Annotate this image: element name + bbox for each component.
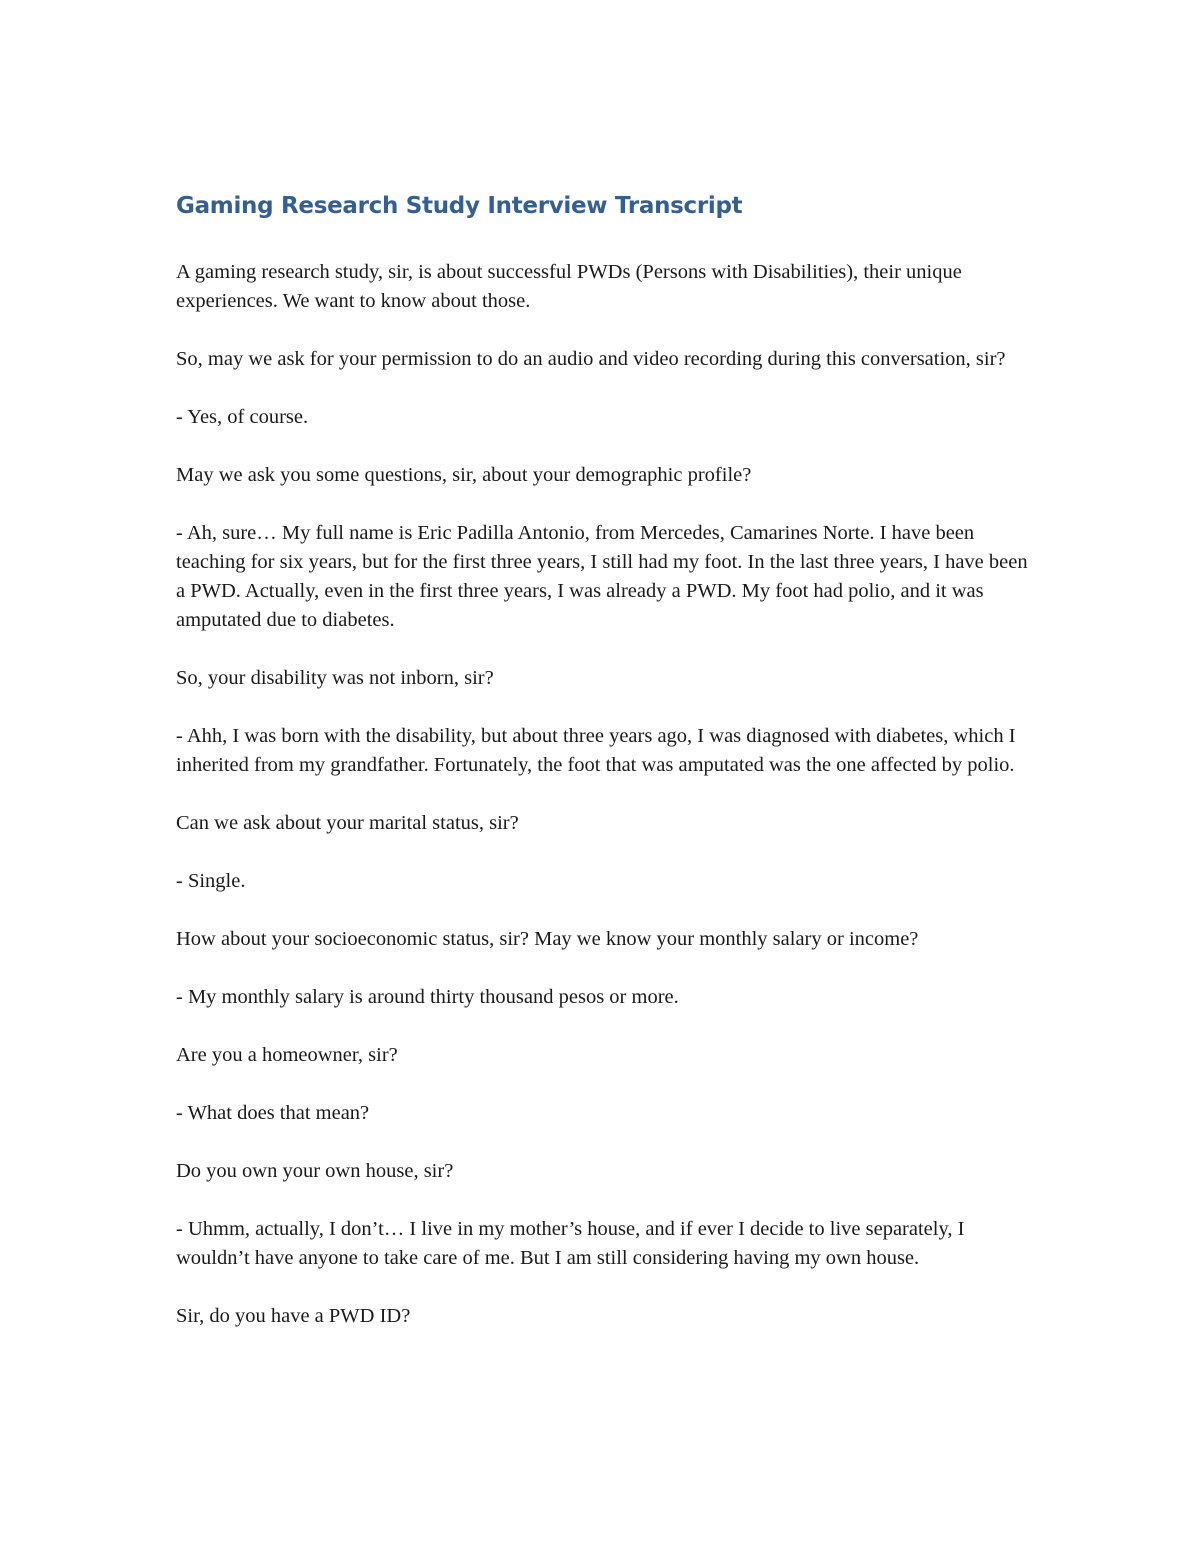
document-title: Gaming Research Study Interview Transcript: [176, 193, 743, 219]
paragraph-question: Are you a homeowner, sir?: [176, 1044, 398, 1066]
paragraph-question: May we ask you some questions, sir, about your demographic profile?: [176, 464, 752, 486]
paragraph-question: How about your socioeconomic status, sir? May we know your monthly salary or income?: [176, 928, 919, 950]
paragraph-answer: - Single.: [176, 870, 246, 892]
paragraph-question: So, your disability was not inborn, sir?: [176, 667, 494, 689]
paragraph-answer: - Yes, of course.: [176, 406, 309, 428]
paragraph-question: Sir, do you have a PWD ID?: [176, 1305, 411, 1327]
document-body: [176, 188, 1036, 1360]
paragraph-question: Do you own your own house, sir?: [176, 1160, 454, 1182]
paragraph-answer: - My monthly salary is around thirty thousand pesos or more.: [176, 986, 679, 1008]
paragraph-answer: - Uhmm, actually, I don’t… I live in my mother’s house, and if ever I decide to live separately, I wouldn’t have anyone to take care of me. But I am still considering having my own house.: [176, 1218, 965, 1269]
paragraph-answer: - Ahh, I was born with the disability, but about three years ago, I was diagnosed with diabetes, which I inherited from my grandfather. Fortunately, the foot that was amputated was the one affected by polio.: [176, 725, 1016, 776]
paragraph-question: Can we ask about your marital status, sir?: [176, 812, 519, 834]
paragraph-answer: - Ah, sure… My full name is Eric Padilla Antonio, from Mercedes, Camarines Norte. I have been teaching for six years, but for the first three years, I still had my foot. In the last three years, I have been a PWD. Actually, even in the first three years, I was already a PWD. My foot had polio, and it was amputated due to diabetes.: [176, 522, 1028, 631]
paragraph-intro: A gaming research study, sir, is about successful PWDs (Persons with Disabilities), their unique experiences. We want to know about those.: [176, 261, 962, 312]
paragraph-answer: - What does that mean?: [176, 1102, 370, 1124]
paragraph-question: So, may we ask for your permission to do an audio and video recording during this conversation, sir?: [176, 348, 1006, 370]
